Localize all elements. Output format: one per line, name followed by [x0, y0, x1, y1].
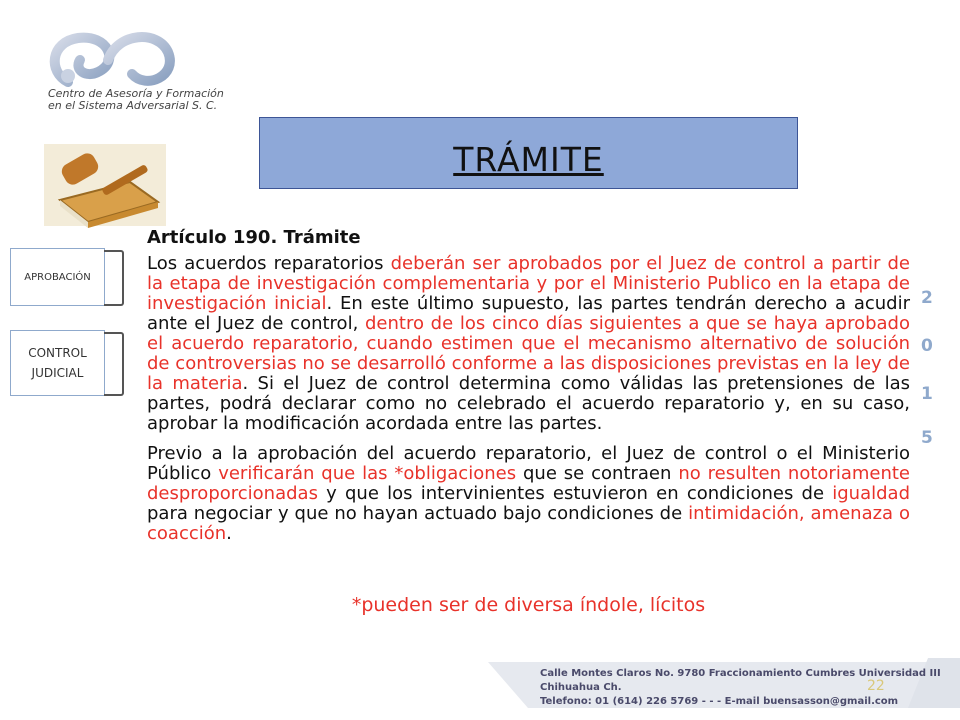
tab-bracket	[104, 332, 124, 396]
gavel-icon	[40, 140, 170, 230]
tab-bracket	[104, 250, 124, 306]
year-digit: 5	[921, 428, 933, 448]
year-digit: 0	[921, 336, 933, 356]
footer-address: Calle Montes Claros No. 9780 Fraccionamiento Cumbres Universidad III Chihuahua Ch. Telefono: 01 (614) 226 5769 - - - E-mail buensasson@gmail.com	[540, 668, 941, 707]
year-digit: 2	[921, 288, 933, 308]
paragraph-2: Previo a la aprobación del acuerdo reparatorio, el Juez de control o el Ministerio Público verificarán que las *obligaciones que se contraen no resulten notoriamente desproporcionadas y que los intervinientes estuvieron en condiciones de igualdad para negociar y que no hayan actuado bajo condiciones de intimidación, amenaza o coacción.	[147, 443, 910, 544]
page-number: 22	[867, 678, 885, 694]
company-logo	[28, 12, 248, 130]
article-heading: Artículo 190. Trámite	[147, 227, 361, 248]
year-digit: 1	[921, 384, 933, 404]
tab-label: APROBACIÓN	[24, 271, 91, 283]
tab-aprobacion[interactable]	[10, 248, 105, 306]
tab-label: CONTROL JUDICIAL	[28, 346, 87, 380]
logo-text: Centro de Asesoría y Formación en el Sistema Adversarial S. C.	[48, 87, 224, 112]
footnote: *pueden ser de diversa índole, lícitos	[351, 594, 706, 616]
article-content	[147, 228, 910, 554]
tab-control-judicial[interactable]	[10, 330, 105, 396]
paragraph-1: Los acuerdos reparatorios deberán ser aprobados por el Juez de control a partir de la etapa de investigación complementaria y por el Ministerio Publico en la etapa de investigación inicial. En este último supuesto, las partes tendrán derecho a acudir ante el Juez de control, dentro de los cinco días siguientes a que se haya aprobado el acuerdo reparatorio, cuando estimen que el mecanismo alternativo de solución de controversias no se desarrolló conforme a las disposiciones previstas en la ley de la materia. Si el Juez de control determina como válidas las pretensiones de las partes, podrá declarar como no celebrado el acuerdo reparatorio y, en su caso, aprobar la modificación acordada entre las partes.	[147, 253, 911, 434]
slide-title: TRÁMITE	[453, 140, 604, 179]
title-box	[259, 117, 798, 189]
